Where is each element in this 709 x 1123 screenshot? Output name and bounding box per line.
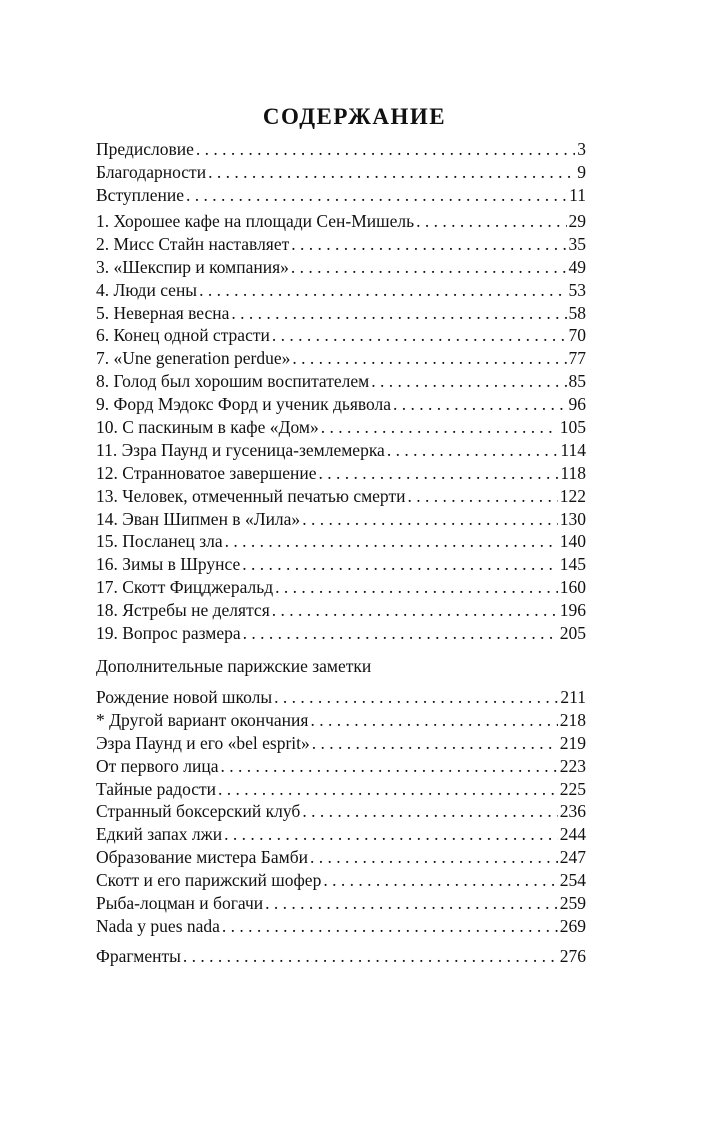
toc-entry — [96, 347, 586, 370]
toc-entry — [96, 599, 586, 622]
toc-entry — [96, 138, 586, 161]
dot-leader — [321, 416, 558, 439]
dot-leader — [186, 184, 567, 207]
dot-leader — [222, 915, 558, 938]
toc-entry-title: 12. Странноватое завершение — [96, 462, 317, 483]
toc-entry — [96, 732, 586, 755]
toc-entry — [96, 324, 586, 347]
toc-entry-title: 15. Посланец зла — [96, 531, 223, 552]
toc-entry-page-number: 118 — [560, 462, 586, 483]
extras-heading: Дополнительные парижские заметки — [96, 656, 372, 676]
toc-entry-page-number: 205 — [559, 623, 586, 644]
toc-entry-title: Вступление — [96, 184, 184, 205]
toc-entry-page-number: 49 — [568, 256, 586, 277]
toc-entry — [96, 210, 586, 233]
toc-entry — [96, 576, 586, 599]
toc-entry-title: Странный боксерский клуб — [96, 801, 301, 822]
toc-entry-page-number: 145 — [559, 554, 586, 575]
dot-leader — [407, 485, 557, 508]
toc-extras-heading-block — [96, 655, 586, 678]
toc-final-section — [96, 945, 586, 968]
toc-entry — [96, 439, 586, 462]
toc-entry-title: 14. Эван Шипмен в «Лила» — [96, 508, 301, 529]
toc-entry-page-number: 247 — [559, 847, 586, 868]
toc-entry-title: Тайные радости — [96, 778, 217, 799]
toc-entry — [96, 622, 586, 645]
dot-leader — [291, 233, 566, 256]
toc-entry-page-number: 53 — [568, 279, 586, 300]
toc-entry-title: 1. Хорошее кафе на площади Сен-Мишель — [96, 211, 415, 231]
dot-leader — [319, 462, 559, 485]
toc-entry-page-number: 130 — [559, 508, 586, 529]
dot-leader — [231, 302, 566, 325]
dot-leader — [310, 709, 557, 732]
toc-entry — [96, 778, 586, 801]
dot-leader — [302, 800, 557, 823]
toc-entry-title: Скотт и его парижский шофер — [96, 870, 322, 891]
toc-entry — [96, 945, 586, 968]
toc-entry-page-number: 225 — [559, 778, 586, 799]
toc-entry-page-number: 259 — [559, 893, 586, 914]
toc-entry — [96, 256, 586, 279]
dot-leader — [272, 324, 567, 347]
toc-entry-page-number: 122 — [559, 485, 586, 506]
dot-leader — [416, 210, 566, 233]
dot-leader — [196, 138, 575, 161]
toc-entry — [96, 846, 586, 869]
toc-entry-page-number: 3 — [577, 139, 586, 159]
dot-leader — [243, 622, 558, 645]
dot-leader — [292, 347, 566, 370]
toc-entry-page-number: 219 — [559, 732, 586, 753]
dot-leader — [265, 892, 558, 915]
toc-entry-title: Едкий запах лжи — [96, 824, 223, 845]
toc-entry — [96, 709, 586, 732]
toc-entry-title: 16. Зимы в Шрунсе — [96, 554, 241, 575]
toc-intro-section — [96, 138, 586, 207]
toc-entry-page-number: 70 — [568, 325, 586, 346]
dot-leader — [291, 256, 567, 279]
toc-entry-title: 10. С паскиным в кафе «Дом» — [96, 417, 319, 438]
toc-entry-page-number: 11 — [569, 184, 586, 205]
toc-entry — [96, 279, 586, 302]
toc-entry-title: 17. Скотт Фицджеральд — [96, 577, 274, 598]
toc-entry-page-number: 218 — [559, 709, 586, 730]
toc-entry — [96, 553, 586, 576]
toc-entry — [96, 755, 586, 778]
toc-entry-title: 13. Человек, отмеченный печатью смерти — [96, 485, 406, 506]
toc-entry-page-number: 35 — [568, 233, 586, 254]
toc-entry — [96, 233, 586, 256]
toc-entry-title: 5. Неверная весна — [96, 302, 230, 323]
toc-entry-page-number: 223 — [559, 755, 586, 776]
toc-entry-page-number: 58 — [568, 302, 586, 323]
toc-entry-page-number: 96 — [568, 394, 586, 415]
toc-entry — [96, 302, 586, 325]
toc-entry-title: 2. Мисс Стайн наставляет — [96, 233, 290, 254]
toc-entry-page-number: 244 — [559, 824, 586, 845]
toc-entry — [96, 686, 586, 709]
toc-entry-title: 18. Ястребы не делятся — [96, 600, 270, 621]
toc-entry — [96, 416, 586, 439]
toc-entry-page-number: 276 — [559, 946, 586, 966]
toc-entry — [96, 892, 586, 915]
dot-leader — [225, 530, 558, 553]
toc-entry-page-number: 85 — [568, 371, 586, 392]
toc-entry-title: 6. Конец одной страсти — [96, 325, 270, 346]
toc-entry-page-number: 114 — [560, 439, 586, 460]
toc-entry-title: От первого лица — [96, 755, 219, 776]
dot-leader — [312, 732, 558, 755]
dot-leader — [387, 439, 559, 462]
toc-entry-title: Рыба-лоцман и богачи — [96, 893, 264, 914]
toc-entry-title: Nada y pues nada — [96, 915, 220, 936]
toc-chapters-section — [96, 210, 586, 645]
dot-leader — [275, 576, 558, 599]
toc-entry-page-number: 269 — [559, 915, 586, 936]
toc-entry-title: Эзра Паунд и его «bel esprit» — [96, 732, 310, 753]
toc-entry-title: 3. «Шекспир и компания» — [96, 256, 289, 277]
toc-entry-title: 8. Голод был хорошим воспитателем — [96, 371, 370, 392]
dot-leader — [221, 755, 558, 778]
toc-entry — [96, 508, 586, 531]
dot-leader — [224, 823, 558, 846]
toc-entry — [96, 370, 586, 393]
toc-entry-page-number: 196 — [559, 600, 586, 621]
toc-entry-title: * Другой вариант окончания — [96, 709, 309, 730]
toc-entry — [96, 485, 586, 508]
dot-leader — [183, 945, 558, 968]
toc-entry — [96, 462, 586, 485]
dot-leader — [302, 508, 558, 531]
toc-entry-title: 9. Форд Мэдокс Форд и ученик дьявола — [96, 394, 392, 415]
dot-leader — [242, 553, 557, 576]
toc-entry — [96, 915, 586, 938]
toc-entry-page-number: 77 — [568, 348, 586, 369]
page-title: СОДЕРЖАНИЕ — [262, 104, 447, 129]
toc-entry — [96, 393, 586, 416]
toc-entry-page-number: 29 — [568, 211, 586, 231]
toc-entry — [96, 530, 586, 553]
dot-leader — [371, 370, 566, 393]
dot-leader — [218, 778, 558, 801]
toc-entry-page-number: 140 — [559, 531, 586, 552]
toc-entry-page-number: 254 — [559, 870, 586, 891]
dot-leader — [310, 846, 558, 869]
dot-leader — [199, 279, 566, 302]
toc-entry-page-number: 236 — [559, 801, 586, 822]
toc-entry-title: 7. «Une generation perdue» — [96, 348, 291, 369]
toc-entry — [96, 823, 586, 846]
toc-entry — [96, 184, 586, 207]
toc-extras-section — [96, 686, 586, 938]
dot-leader — [272, 599, 558, 622]
toc-entry-title: 19. Вопрос размера — [96, 623, 241, 644]
toc-entry — [96, 800, 586, 823]
toc-entry — [96, 869, 586, 892]
toc-entry-title: 4. Люди сены — [96, 279, 198, 300]
toc-entry-title: Фрагменты — [96, 946, 181, 966]
toc-entry-title: 11. Эзра Паунд и гусеница-землемерка — [96, 439, 385, 460]
toc-entry-title: Рождение новой школы — [96, 687, 273, 707]
dot-leader — [323, 869, 557, 892]
toc-entry-page-number: 160 — [559, 577, 586, 598]
toc-entry-page-number: 9 — [577, 161, 586, 182]
dot-leader — [208, 161, 575, 184]
toc-entry-title: Образование мистера Бамби — [96, 847, 308, 868]
toc-entry-page-number: 105 — [559, 417, 586, 438]
toc-entry — [96, 161, 586, 184]
toc-entry-title: Предисловие — [96, 139, 194, 159]
toc-entry-title: Благодарности — [96, 161, 207, 182]
dot-leader — [393, 393, 566, 416]
toc-entry-page-number: 211 — [560, 687, 586, 707]
dot-leader — [274, 686, 558, 709]
